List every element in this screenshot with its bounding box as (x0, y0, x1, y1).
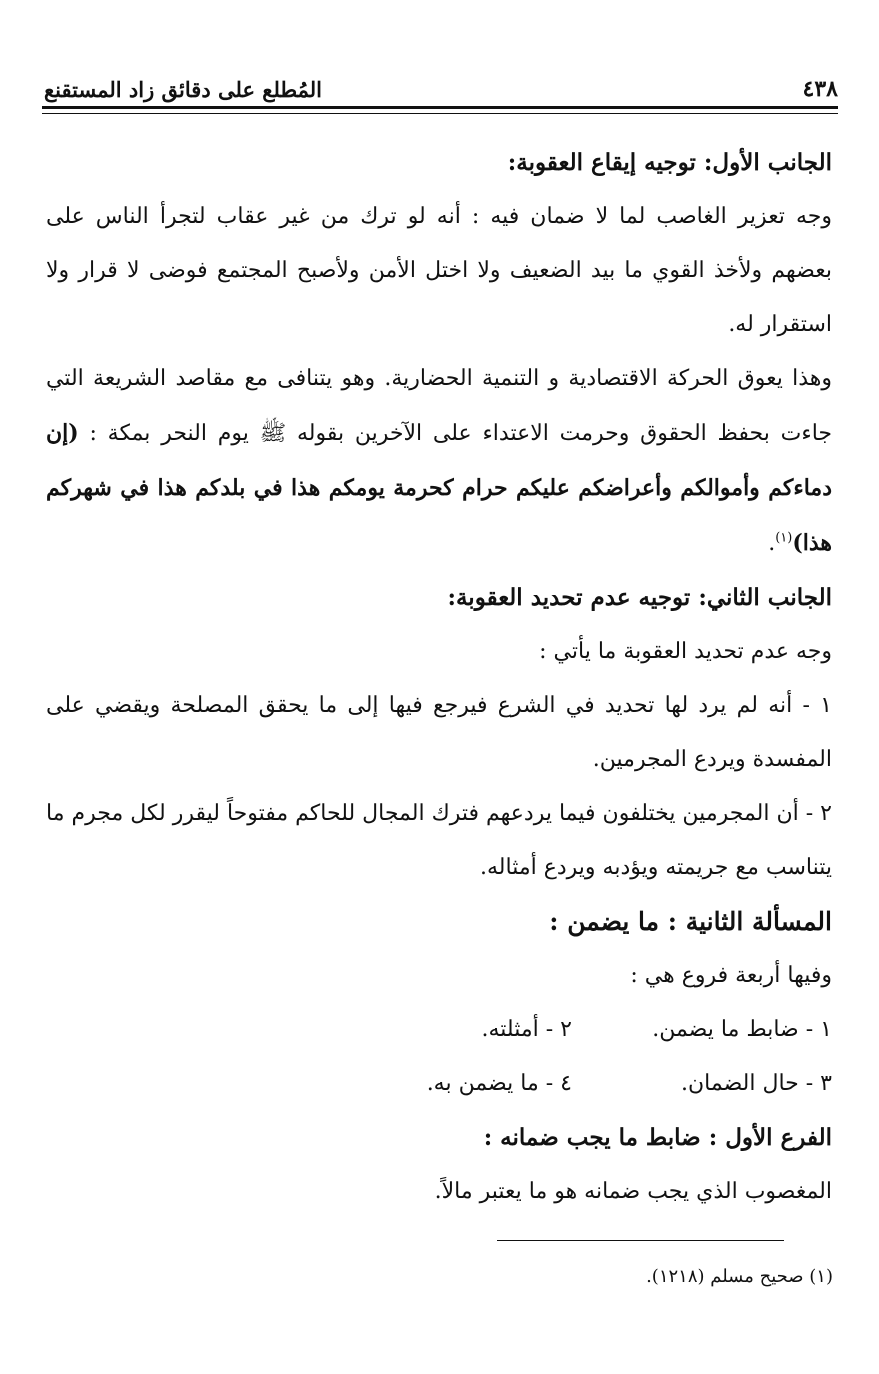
paragraph-branches-intro: وفيها أربعة فروع هي : (630, 963, 832, 988)
paragraph-shariah-aims (46, 352, 832, 571)
header-rule-thin (42, 113, 838, 114)
list-item-2: ٢ - أن المجرمين يختلفون فيما يردعهم فترك المجال للحاكم مفتوحاً ليقرر لكل مجرم ما يتناسب مع جريمته ويؤدبه ويردع أمثاله. (46, 801, 832, 880)
page-header (44, 62, 838, 102)
heading-first-branch: الفرع الأول : ضابط ما يجب ضمانه : (483, 1124, 832, 1151)
branches-row-1 (46, 1003, 832, 1057)
header-rule-thick (42, 106, 838, 109)
hadith-quote: (إن دماءكم وأموالكم وأعراضكم عليكم حرام كحرمة يومكم هذا في بلدكم هذا في شهركم هذا) (46, 420, 832, 556)
paragraph-text: وهذا يعوق الحركة الاقتصادية و التنمية الحضارية. وهو يتنافى مع مقاصد الشريعة التي جاءت بحفظ الحقوق وحرمت الاعتداء على الآخرين بقوله ﷺ يوم النحر بمكة : (46, 366, 832, 446)
heading-first-aspect: الجانب الأول: توجيه إيقاع العقوبة: (507, 149, 832, 176)
footnote: (١) صحيح مسلم (١٢١٨). (646, 1266, 833, 1287)
list-item-1: ١ - أنه لم يرد لها تحديد في الشرع فيرجع فيها إلى ما يحقق المصلحة ويقضي على المفسدة ويردع المجرمين. (46, 693, 832, 772)
page-body (46, 136, 832, 1219)
branch-item: ٤ - ما يضمن به. (426, 1071, 572, 1096)
footnote-rule (497, 1240, 784, 1241)
branch-item: ٢ - أمثلته. (481, 1017, 572, 1042)
paragraph-ta-zir-reason: وجه تعزير الغاصب لما لا ضمان فيه : أنه لو ترك من غير عقاب لتجرأ الناس على بعضهم ولأخذ القوي ما بيد الضعيف ولا اختل الأمن ولأصبح المجتمع فوضى لا قرار ولا استقرار له. (46, 204, 832, 337)
paragraph-intro: وجه عدم تحديد العقوبة ما يأتي : (539, 639, 832, 664)
heading-second-aspect: الجانب الثاني: توجيه عدم تحديد العقوبة: (447, 584, 832, 611)
paragraph-definition: المغصوب الذي يجب ضمانه هو ما يعتبر مالاً. (434, 1179, 832, 1204)
branch-item: ١ - ضابط ما يضمن. (652, 1017, 832, 1042)
heading-second-issue: المسألة الثانية : ما يضمن : (549, 907, 832, 936)
branch-item: ٣ - حال الضمان. (681, 1071, 832, 1096)
running-title: المُطلع على دقائق زاد المستقنع (44, 77, 323, 102)
page-number: ٤٣٨ (802, 76, 838, 102)
footnote-ref: (١) (775, 530, 793, 546)
branches-row-2 (46, 1057, 832, 1111)
sentence-end: . (768, 531, 776, 556)
